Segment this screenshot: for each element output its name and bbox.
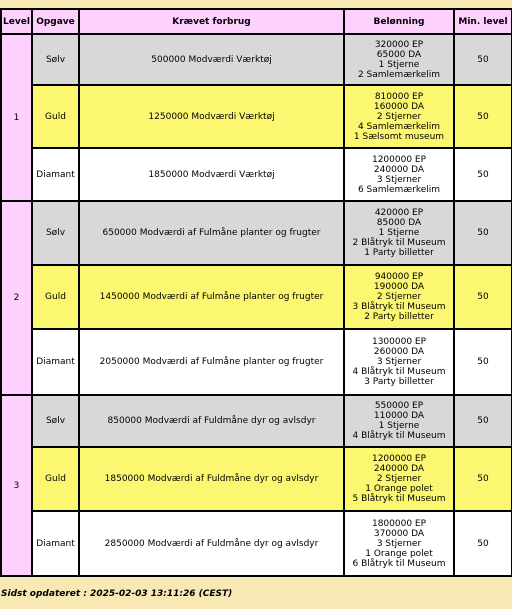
reward-line: 1 Stjerne <box>378 421 420 431</box>
requirement-cell: 850000 Modværdi af Fuldmåne dyr og avlsdyr <box>79 395 344 447</box>
min-level-cell: 50 <box>454 148 512 201</box>
reward-line: 3 Stjerner <box>376 357 422 367</box>
level-cell: 2 <box>1 201 32 395</box>
table-row <box>1 201 512 265</box>
requirement-cell: 1450000 Modværdi af Fulmåne planter og frugter <box>79 265 344 329</box>
table-row <box>1 265 512 329</box>
reward-cell <box>344 85 454 148</box>
reward-line: 2 Party billetter <box>364 312 434 322</box>
min-level-cell: 50 <box>454 511 512 576</box>
min-level-cell: 50 <box>454 265 512 329</box>
requirement-cell: 1250000 Modværdi Værktøj <box>79 85 344 148</box>
reward-line: 1 Sælsomt museum <box>353 131 445 142</box>
reward-line: 1 Stjerne <box>378 59 420 70</box>
reward-line: 110000 DA <box>373 411 425 421</box>
table-row <box>1 34 512 85</box>
reward-line: 1300000 EP <box>371 337 427 347</box>
reward-line: 1200000 EP <box>371 154 427 165</box>
task-cell: Sølv <box>32 34 79 85</box>
min-level-cell: 50 <box>454 34 512 85</box>
reward-line: 940000 EP <box>374 272 424 282</box>
min-level-cell: 50 <box>454 85 512 148</box>
reward-line: 240000 DA <box>373 464 425 474</box>
reward-cell <box>344 201 454 265</box>
task-cell: Guld <box>32 85 79 148</box>
requirement-cell: 2050000 Modværdi af Fulmåne planter og frugter <box>79 329 344 395</box>
reward-line: 160000 DA <box>373 101 425 112</box>
min-level-cell: 50 <box>454 201 512 265</box>
reward-line: 370000 DA <box>373 528 425 539</box>
reward-line: 6 Samlemærkelim <box>357 184 441 195</box>
min-level-cell: 50 <box>454 329 512 395</box>
table-row <box>1 85 512 148</box>
reward-line: 65000 DA <box>376 49 422 60</box>
reward-line: 2 Stjerner <box>376 111 422 122</box>
reward-cell <box>344 265 454 329</box>
reward-line: 3 Stjerner <box>376 538 422 549</box>
header-reward: Belønning <box>344 9 454 34</box>
reward-line: 4 Blåtryk til Museum <box>352 431 446 441</box>
reward-line: 4 Blåtryk til Museum <box>352 367 446 377</box>
reward-line: 3 Stjerner <box>376 174 422 185</box>
header-requirement: Krævet forbrug <box>79 9 344 34</box>
min-level-cell: 50 <box>454 395 512 447</box>
task-cell: Diamant <box>32 329 79 395</box>
reward-line: 2 Blåtryk til Museum <box>352 238 446 248</box>
reward-line: 810000 EP <box>374 91 424 102</box>
reward-line: 190000 DA <box>373 282 425 292</box>
requirement-cell: 1850000 Modværdi Værktøj <box>79 148 344 201</box>
reward-line: 2 Stjerner <box>376 292 422 302</box>
task-cell: Sølv <box>32 201 79 265</box>
header-level: Level <box>1 9 32 34</box>
reward-line: 260000 DA <box>373 347 425 357</box>
reward-line: 6 Blåtryk til Museum <box>352 558 446 569</box>
table-row <box>1 329 512 395</box>
level-cell: 3 <box>1 395 32 576</box>
table-row <box>1 395 512 447</box>
reward-line: 1 Party billetter <box>364 248 434 258</box>
reward-line: 1 Stjerne <box>378 228 420 238</box>
min-level-cell: 50 <box>454 447 512 511</box>
table-row <box>1 447 512 511</box>
reward-line: 1200000 EP <box>371 454 427 464</box>
reward-line: 1 Orange polet <box>365 548 433 559</box>
reward-cell <box>344 329 454 395</box>
reward-line: 3 Blåtryk til Museum <box>352 302 446 312</box>
requirement-cell: 500000 Modværdi Værktøj <box>79 34 344 85</box>
reward-line: 2 Samlemærkelim <box>357 69 441 80</box>
requirement-cell: 650000 Modværdi af Fulmåne planter og frugter <box>79 201 344 265</box>
table-row <box>1 148 512 201</box>
header-row <box>1 9 512 34</box>
reward-line: 85000 DA <box>376 218 422 228</box>
quest-table <box>0 8 512 577</box>
table-row <box>1 511 512 576</box>
task-cell: Diamant <box>32 148 79 201</box>
task-cell: Diamant <box>32 511 79 576</box>
reward-line: 1 Orange polet <box>365 484 433 494</box>
reward-line: 1800000 EP <box>371 518 427 529</box>
reward-line: 4 Samlemærkelim <box>357 121 441 132</box>
header-min-level: Min. level <box>454 9 512 34</box>
reward-line: 2 Stjerner <box>376 474 422 484</box>
reward-cell <box>344 395 454 447</box>
reward-cell <box>344 34 454 85</box>
reward-line: 240000 DA <box>373 164 425 175</box>
reward-cell <box>344 511 454 576</box>
reward-cell <box>344 148 454 201</box>
reward-line: 420000 EP <box>374 208 424 218</box>
reward-line: 5 Blåtryk til Museum <box>352 494 446 504</box>
reward-line: 320000 EP <box>374 39 424 50</box>
requirement-cell: 2850000 Modværdi af Fuldmåne dyr og avlsdyr <box>79 511 344 576</box>
header-task: Opgave <box>32 9 79 34</box>
reward-cell <box>344 447 454 511</box>
reward-line: 3 Party billetter <box>364 377 434 387</box>
task-cell: Sølv <box>32 395 79 447</box>
task-cell: Guld <box>32 265 79 329</box>
reward-line: 550000 EP <box>374 401 424 411</box>
last-updated-footer: Sidst opdateret : 2025-02-03 13:11:26 (CEST) <box>1 589 233 599</box>
task-cell: Guld <box>32 447 79 511</box>
requirement-cell: 1850000 Modværdi af Fuldmåne dyr og avlsdyr <box>79 447 344 511</box>
level-cell: 1 <box>1 34 32 201</box>
